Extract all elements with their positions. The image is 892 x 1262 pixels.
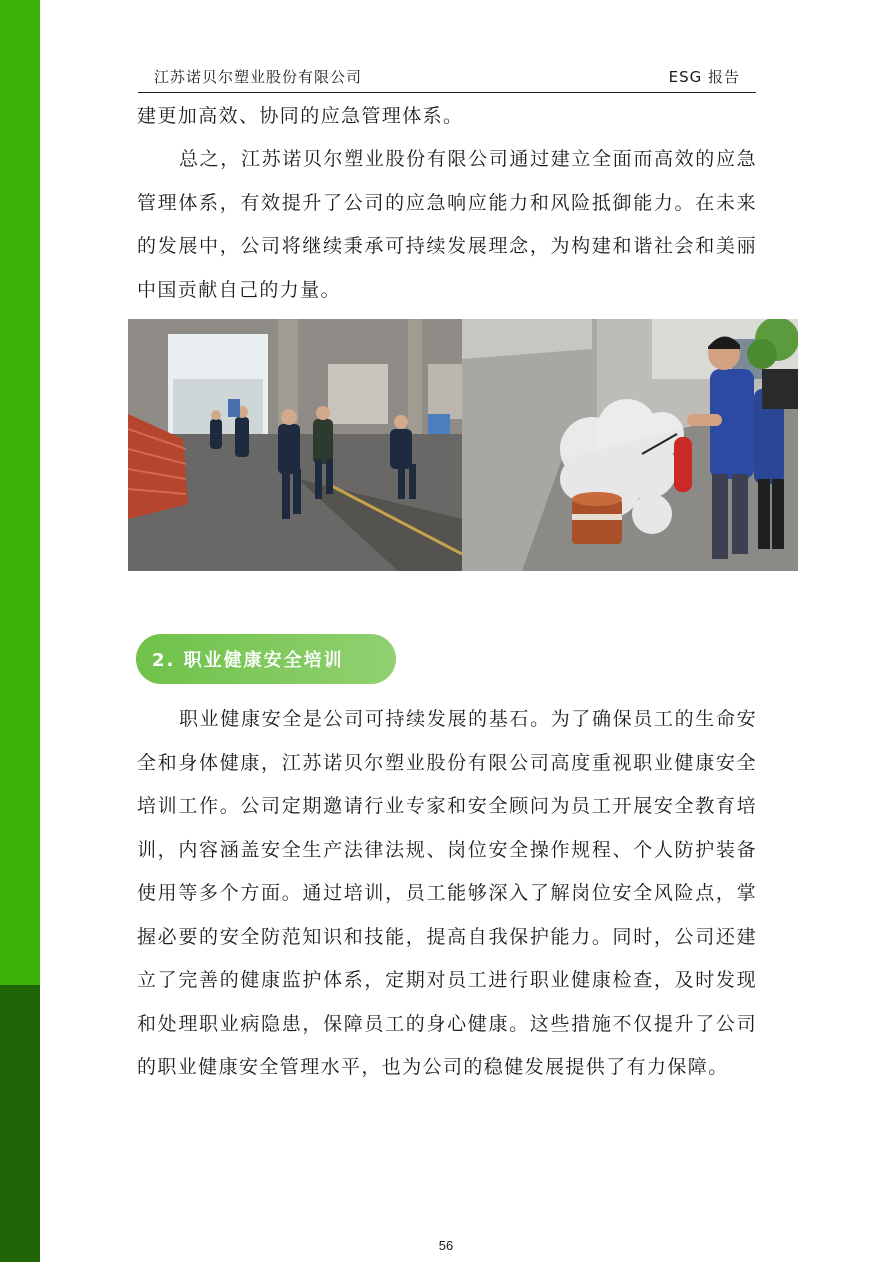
sidebar-accent-green <box>0 0 40 985</box>
continued-paragraph-line: 建更加高效、协同的应急管理体系。 <box>137 105 464 127</box>
page-header <box>138 62 756 93</box>
health-safety-paragraph: 职业健康安全是公司可持续发展的基石。为了确保员工的生命安全和身体健康，江苏诺贝尔塑业股份有限公司高度重视职业健康安全培训工作。公司定期邀请行业专家和安全顾问为员工开展安全教育培训，内容涵盖安全生产法律法规、岗位安全操作规程、个人防护装备使用等多个方面。通过培训，员工能够深入了解岗位安全风险点，掌握必要的安全防范知识和技能，提高自我保护能力。同时，公司还建立了完善的健康监护体系，定期对员工进行职业健康检查，及时发现和处理职业病隐患，保障员工的身心健康。这些措施不仅提升了公司的职业健康安全管理水平，也为公司的稳健发展提供了有力保障。 <box>137 708 757 1078</box>
sidebar-accent-dark-green <box>0 985 40 1262</box>
page-number: 56 <box>438 1238 454 1253</box>
header-report-title: ESG 报告 <box>668 68 740 86</box>
section-heading-text: 2. 职业健康安全培训 <box>152 650 344 671</box>
evacuation-drill-photo <box>128 319 462 571</box>
section-heading-pill <box>136 634 396 684</box>
header-company-name: 江苏诺贝尔塑业股份有限公司 <box>154 68 363 86</box>
fire-extinguisher-training-photo <box>462 319 798 571</box>
summary-paragraph: 总之，江苏诺贝尔塑业股份有限公司通过建立全面而高效的应急管理体系，有效提升了公司的应急响应能力和风险抵御能力。在未来的发展中，公司将继续秉承可持续发展理念，为构建和谐社会和美丽中国贡献自己的力量。 <box>137 148 757 301</box>
